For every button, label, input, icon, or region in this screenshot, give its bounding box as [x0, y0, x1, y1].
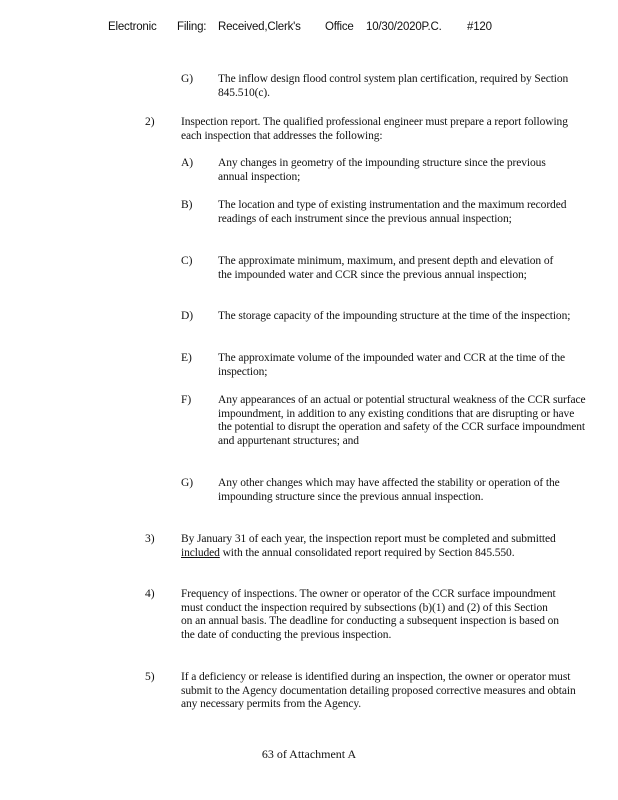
header-received: Received,Clerk's	[218, 21, 301, 33]
item-text-g-top: The inflow design flood control system plan certification, required by Section 845.510(c).	[218, 73, 569, 99]
section-text-3-before: By January 31 of each year, the inspection report must be completed and submitted	[181, 533, 556, 545]
item-label-d: D)	[181, 310, 194, 322]
section-text-3-after: with the annual consolidated report required by Section 845.550.	[219, 546, 515, 559]
section-number-5: 5)	[145, 671, 155, 683]
section-text-4: Frequency of inspections. The owner or operator of the CCR surface impoundment must conduct the inspection required by subsections (b)(1) and (2) of this Section on an annual basis. The deadline for conducting a subsequent inspection is based on the date of conducting the previous inspection.	[181, 588, 559, 641]
section-number-2: 2)	[145, 116, 155, 128]
section-number-3: 3)	[145, 533, 155, 545]
header-office: Office	[325, 21, 354, 33]
header-date: 10/30/2020P.C.	[366, 21, 442, 33]
item-label-c: C)	[181, 255, 193, 267]
section-text-3	[181, 533, 566, 560]
item-text-d: The storage capacity of the impounding structure at the time of the inspection;	[218, 310, 571, 322]
item-label-a: A)	[181, 157, 194, 169]
header-filing: Filing:	[177, 21, 207, 33]
item-text-a: Any changes in geometry of the impounding structure since the previous annual inspection;	[218, 157, 546, 183]
item-label-b: B)	[181, 199, 193, 211]
item-text-g: Any other changes which may have affected the stability or operation of the impounding structure since the previous annual inspection.	[218, 477, 560, 503]
item-label-e: E)	[181, 352, 192, 364]
item-text-c: The approximate minimum, maximum, and present depth and elevation of the impounded water and CCR since the previous annual inspection;	[218, 255, 554, 281]
section-number-4: 4)	[145, 588, 155, 600]
item-label-g-top: G)	[181, 73, 194, 85]
page-footer: 63 of Attachment A	[261, 747, 357, 761]
section-text-5: If a deficiency or release is identified during an inspection, the owner or operator must submit to the Agency documentation detailing proposed corrective measures and obtain any necessary permits from the Agency.	[181, 671, 576, 711]
item-text-b: The location and type of existing instrumentation and the maximum recorded readings of each instrument since the previous annual inspection;	[218, 199, 567, 225]
header-electronic: Electronic	[108, 21, 157, 33]
item-text-f: Any appearances of an actual or potential structural weakness of the CCR surface impoundment, in addition to any existing conditions that are disrupting or have the potential to disrupt the operation and safety of the CCR surface impoundment and appurtenant structures; and	[218, 394, 586, 447]
section-text-2: Inspection report. The qualified professional engineer must prepare a report following each inspection that addresses the following:	[181, 116, 568, 142]
item-label-g: G)	[181, 477, 194, 489]
section-text-3-underlined: included	[181, 546, 220, 559]
item-text-e: The approximate volume of the impounded water and CCR at the time of the inspection;	[218, 352, 565, 378]
item-label-f: F)	[181, 394, 192, 406]
header-number: #120	[467, 21, 492, 33]
